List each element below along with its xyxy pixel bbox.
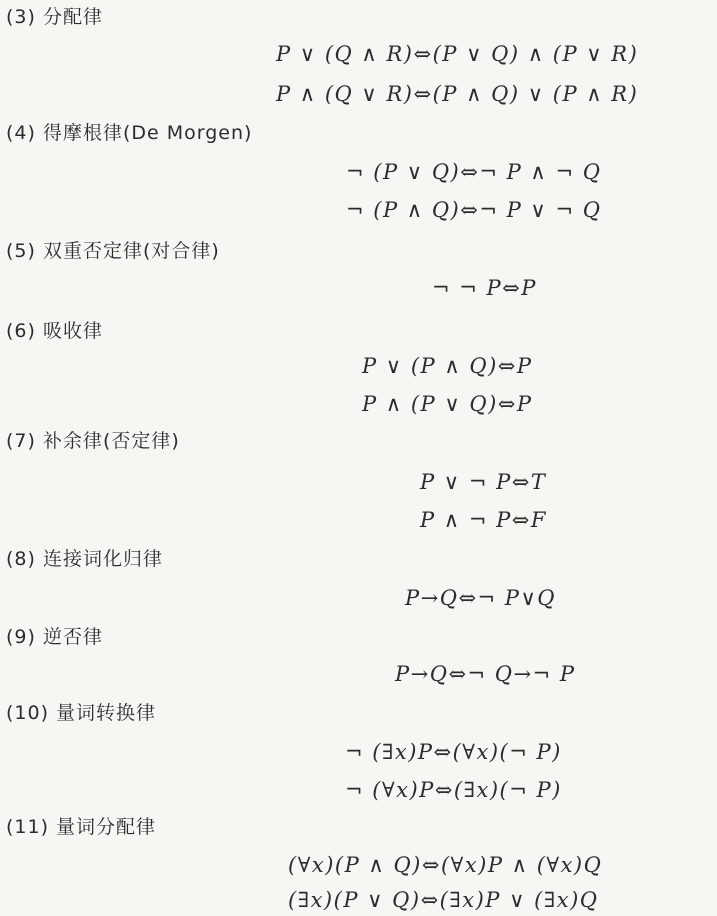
section-heading-distributive: (3) 分配律: [6, 6, 103, 28]
formula-quantifier-distribution-exists: (∃x)(P ∨ Q)⇔(∃x)P ∨ (∃x)Q: [288, 888, 599, 912]
section-heading-double-negation: (5) 双重否定律(对合律): [6, 240, 220, 262]
section-heading-complement: (7) 补余律(否定律): [6, 430, 180, 452]
section-heading-de-morgan: (4) 得摩根律(De Morgen): [6, 122, 253, 144]
section-heading-quantifier-conversion: (10) 量词转换律: [6, 702, 157, 724]
formula-contrapositive: P→Q⇔¬ Q→¬ P: [395, 662, 576, 686]
section-heading-contrapositive: (9) 逆否律: [6, 626, 103, 648]
formula-de-morgan-or: ¬ (P ∨ Q)⇔¬ P ∧ ¬ Q: [346, 160, 602, 184]
formula-quantifier-conversion-exists: ¬ (∃x)P⇔(∀x)(¬ P): [345, 740, 562, 764]
formula-distributive-or: P ∨ (Q ∧ R)⇔(P ∨ Q) ∧ (P ∨ R): [276, 42, 639, 66]
formula-complement-and: P ∧ ¬ P⇔F: [420, 508, 547, 532]
section-heading-implication-reduction: (8) 连接词化归律: [6, 548, 163, 570]
formula-absorption-and: P ∧ (P ∨ Q)⇔P: [362, 392, 533, 416]
formula-implication-reduction: P→Q⇔¬ P∨Q: [405, 586, 557, 610]
formula-quantifier-conversion-forall: ¬ (∀x)P⇔(∃x)(¬ P): [345, 778, 562, 802]
formula-distributive-and: P ∧ (Q ∨ R)⇔(P ∧ Q) ∨ (P ∧ R): [276, 82, 639, 106]
section-heading-quantifier-distribution: (11) 量词分配律: [6, 816, 157, 838]
formula-double-negation: ¬ ¬ P⇔P: [432, 276, 537, 300]
formula-quantifier-distribution-forall: (∀x)(P ∧ Q)⇔(∀x)P ∧ (∀x)Q: [288, 853, 603, 877]
formula-complement-or: P ∨ ¬ P⇔T: [420, 470, 547, 494]
formula-absorption-or: P ∨ (P ∧ Q)⇔P: [362, 354, 533, 378]
formula-de-morgan-and: ¬ (P ∧ Q)⇔¬ P ∨ ¬ Q: [346, 198, 602, 222]
section-heading-absorption: (6) 吸收律: [6, 320, 103, 342]
